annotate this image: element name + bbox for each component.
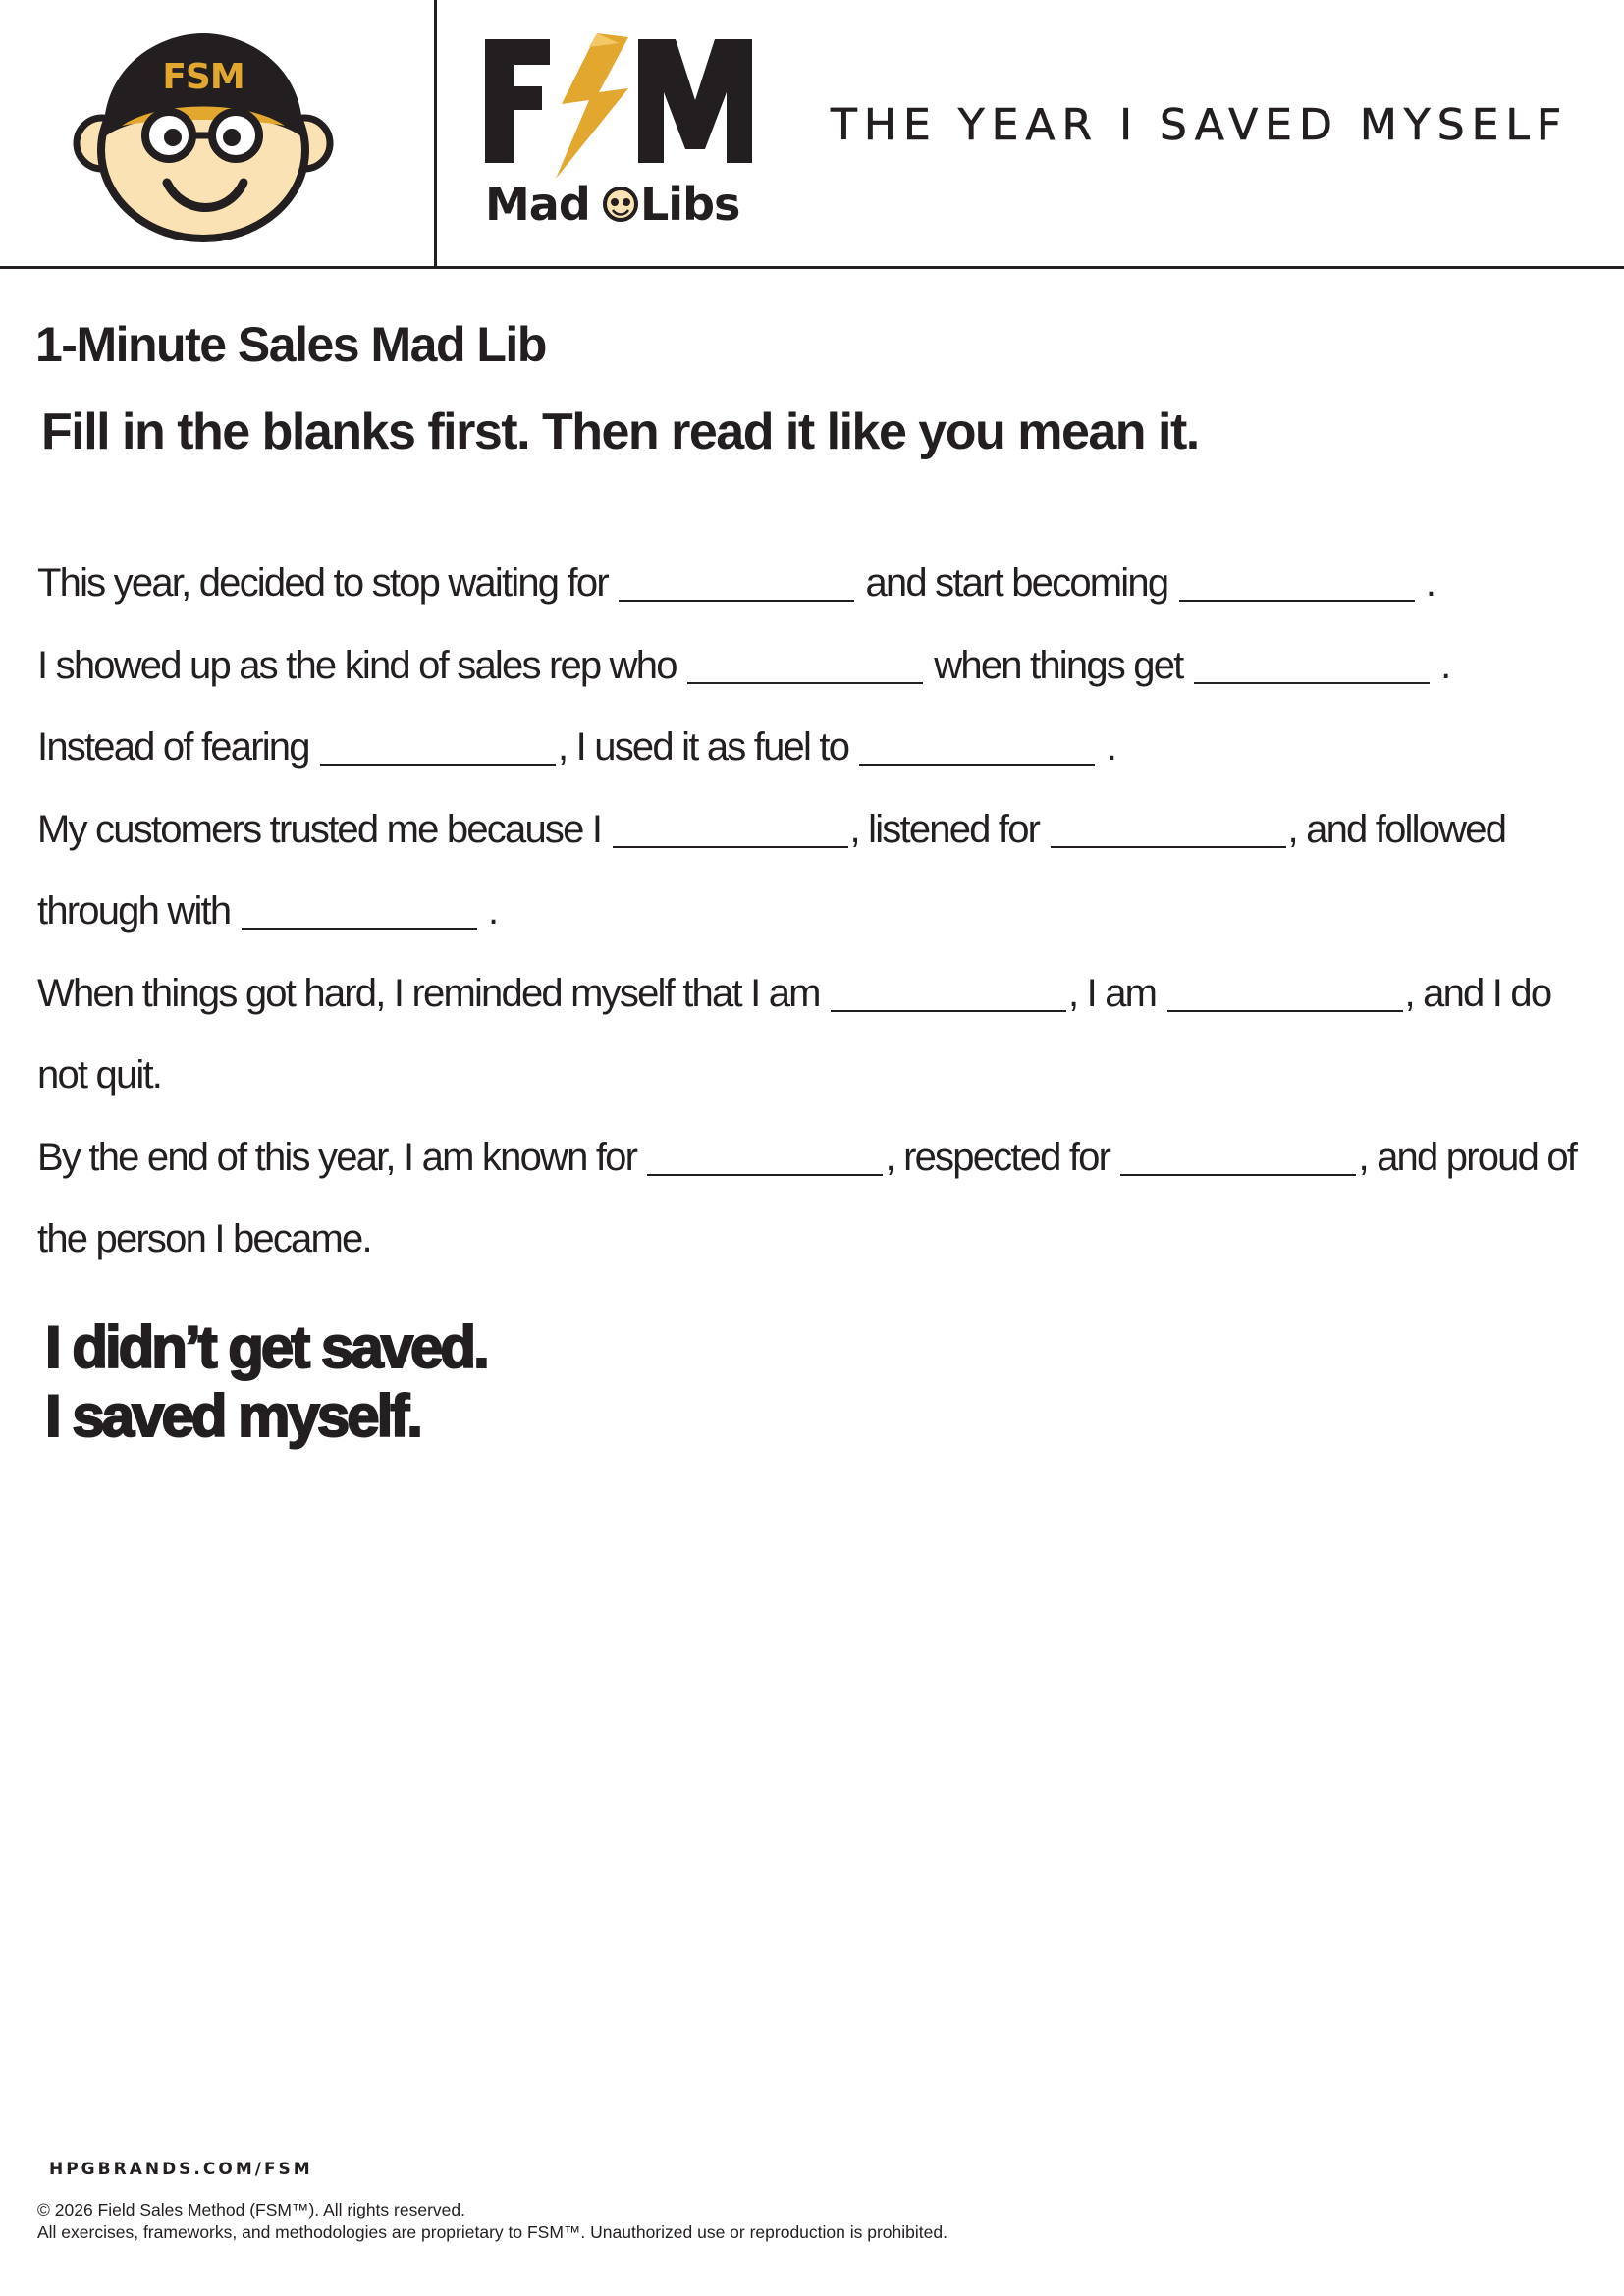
- mad-lib-text: Instead of fearing: [37, 725, 319, 769]
- fill-in-blank[interactable]: [859, 724, 1095, 766]
- header-divider: [434, 0, 437, 269]
- mad-lib-text: My customers trusted me because I: [37, 807, 611, 851]
- page-title: 1-Minute Sales Mad Lib: [35, 317, 546, 372]
- footer-url: HPGBRANDS.COM/FSM: [49, 2160, 313, 2179]
- mad-lib-text: , and proud of: [1358, 1135, 1577, 1179]
- mad-lib-text: , I used it as fuel to: [558, 725, 858, 769]
- logo-sublabel-mad: Mad: [485, 178, 590, 228]
- mad-lib-line: [37, 710, 1598, 792]
- fill-in-blank[interactable]: [1179, 561, 1415, 602]
- fill-in-blank[interactable]: [647, 1135, 883, 1176]
- mad-lib-line: [37, 1201, 1598, 1284]
- mad-lib-line: [37, 956, 1598, 1039]
- mascot-cap-label: FSM: [162, 57, 244, 97]
- fill-in-blank[interactable]: [1120, 1135, 1356, 1176]
- mad-lib-text: the person I became.: [37, 1217, 371, 1260]
- mad-lib-text: This year, decided to stop waiting for: [37, 561, 618, 605]
- logo-sublabel-libs: Libs: [640, 178, 740, 228]
- mad-lib-text: .: [1097, 725, 1116, 769]
- mad-lib-text: not quit.: [37, 1053, 162, 1096]
- fsm-mad-libs-logo: [481, 31, 766, 228]
- fill-in-blank[interactable]: [687, 643, 923, 684]
- page-header: [0, 0, 1624, 269]
- footer-notice: All exercises, frameworks, and methodologies are proprietary to FSM™. Unauthorized use or reproduction is prohibited.: [37, 2222, 947, 2242]
- fill-in-blank[interactable]: [1194, 643, 1430, 684]
- page-subtitle: Fill in the blanks first. Then read it like you mean it.: [41, 403, 1199, 460]
- footer-copyright: © 2026 Field Sales Method (FSM™). All rights reserved.: [37, 2200, 465, 2219]
- mad-lib-text: I showed up as the kind of sales rep who: [37, 643, 685, 687]
- mad-lib-text: , respected for: [885, 1135, 1119, 1179]
- mad-lib-text: , and I do: [1404, 971, 1551, 1015]
- fill-in-blank[interactable]: [619, 561, 854, 602]
- mad-lib-text: and start becoming: [856, 561, 1177, 605]
- mad-lib-text: when things get: [924, 643, 1192, 687]
- footer-legal: [37, 2199, 947, 2244]
- mad-lib-story: [37, 546, 1598, 1284]
- mad-lib-text: , and followed: [1287, 807, 1506, 851]
- mascot-logo: [71, 27, 336, 243]
- mad-lib-text: .: [1416, 561, 1435, 605]
- closing-statement: [45, 1313, 487, 1451]
- closing-line-2: I saved myself.: [45, 1383, 420, 1449]
- mad-lib-line: [37, 1120, 1598, 1202]
- mad-lib-line: [37, 874, 1598, 956]
- fill-in-blank[interactable]: [1051, 807, 1286, 848]
- mad-lib-text: By the end of this year, I am known for: [37, 1135, 646, 1179]
- fill-in-blank[interactable]: [831, 971, 1066, 1012]
- mad-lib-text: , listened for: [849, 807, 1049, 851]
- fill-in-blank[interactable]: [320, 724, 556, 766]
- header-title: THE YEAR I SAVED MYSELF: [831, 100, 1569, 150]
- closing-line-1: I didn’t get saved.: [45, 1314, 487, 1380]
- fill-in-blank[interactable]: [242, 888, 477, 930]
- mad-lib-text: .: [478, 889, 498, 933]
- mad-lib-line: [37, 792, 1598, 875]
- mad-lib-line: [37, 1038, 1598, 1120]
- fill-in-blank[interactable]: [613, 807, 848, 848]
- mad-lib-text: .: [1431, 643, 1450, 687]
- mad-lib-text: When things got hard, I reminded myself that I am: [37, 971, 829, 1015]
- mad-lib-line: [37, 628, 1598, 711]
- mad-lib-text: , I am: [1067, 971, 1165, 1015]
- fill-in-blank[interactable]: [1167, 971, 1403, 1012]
- mad-lib-line: [37, 546, 1598, 628]
- mad-lib-text: through with: [37, 889, 240, 933]
